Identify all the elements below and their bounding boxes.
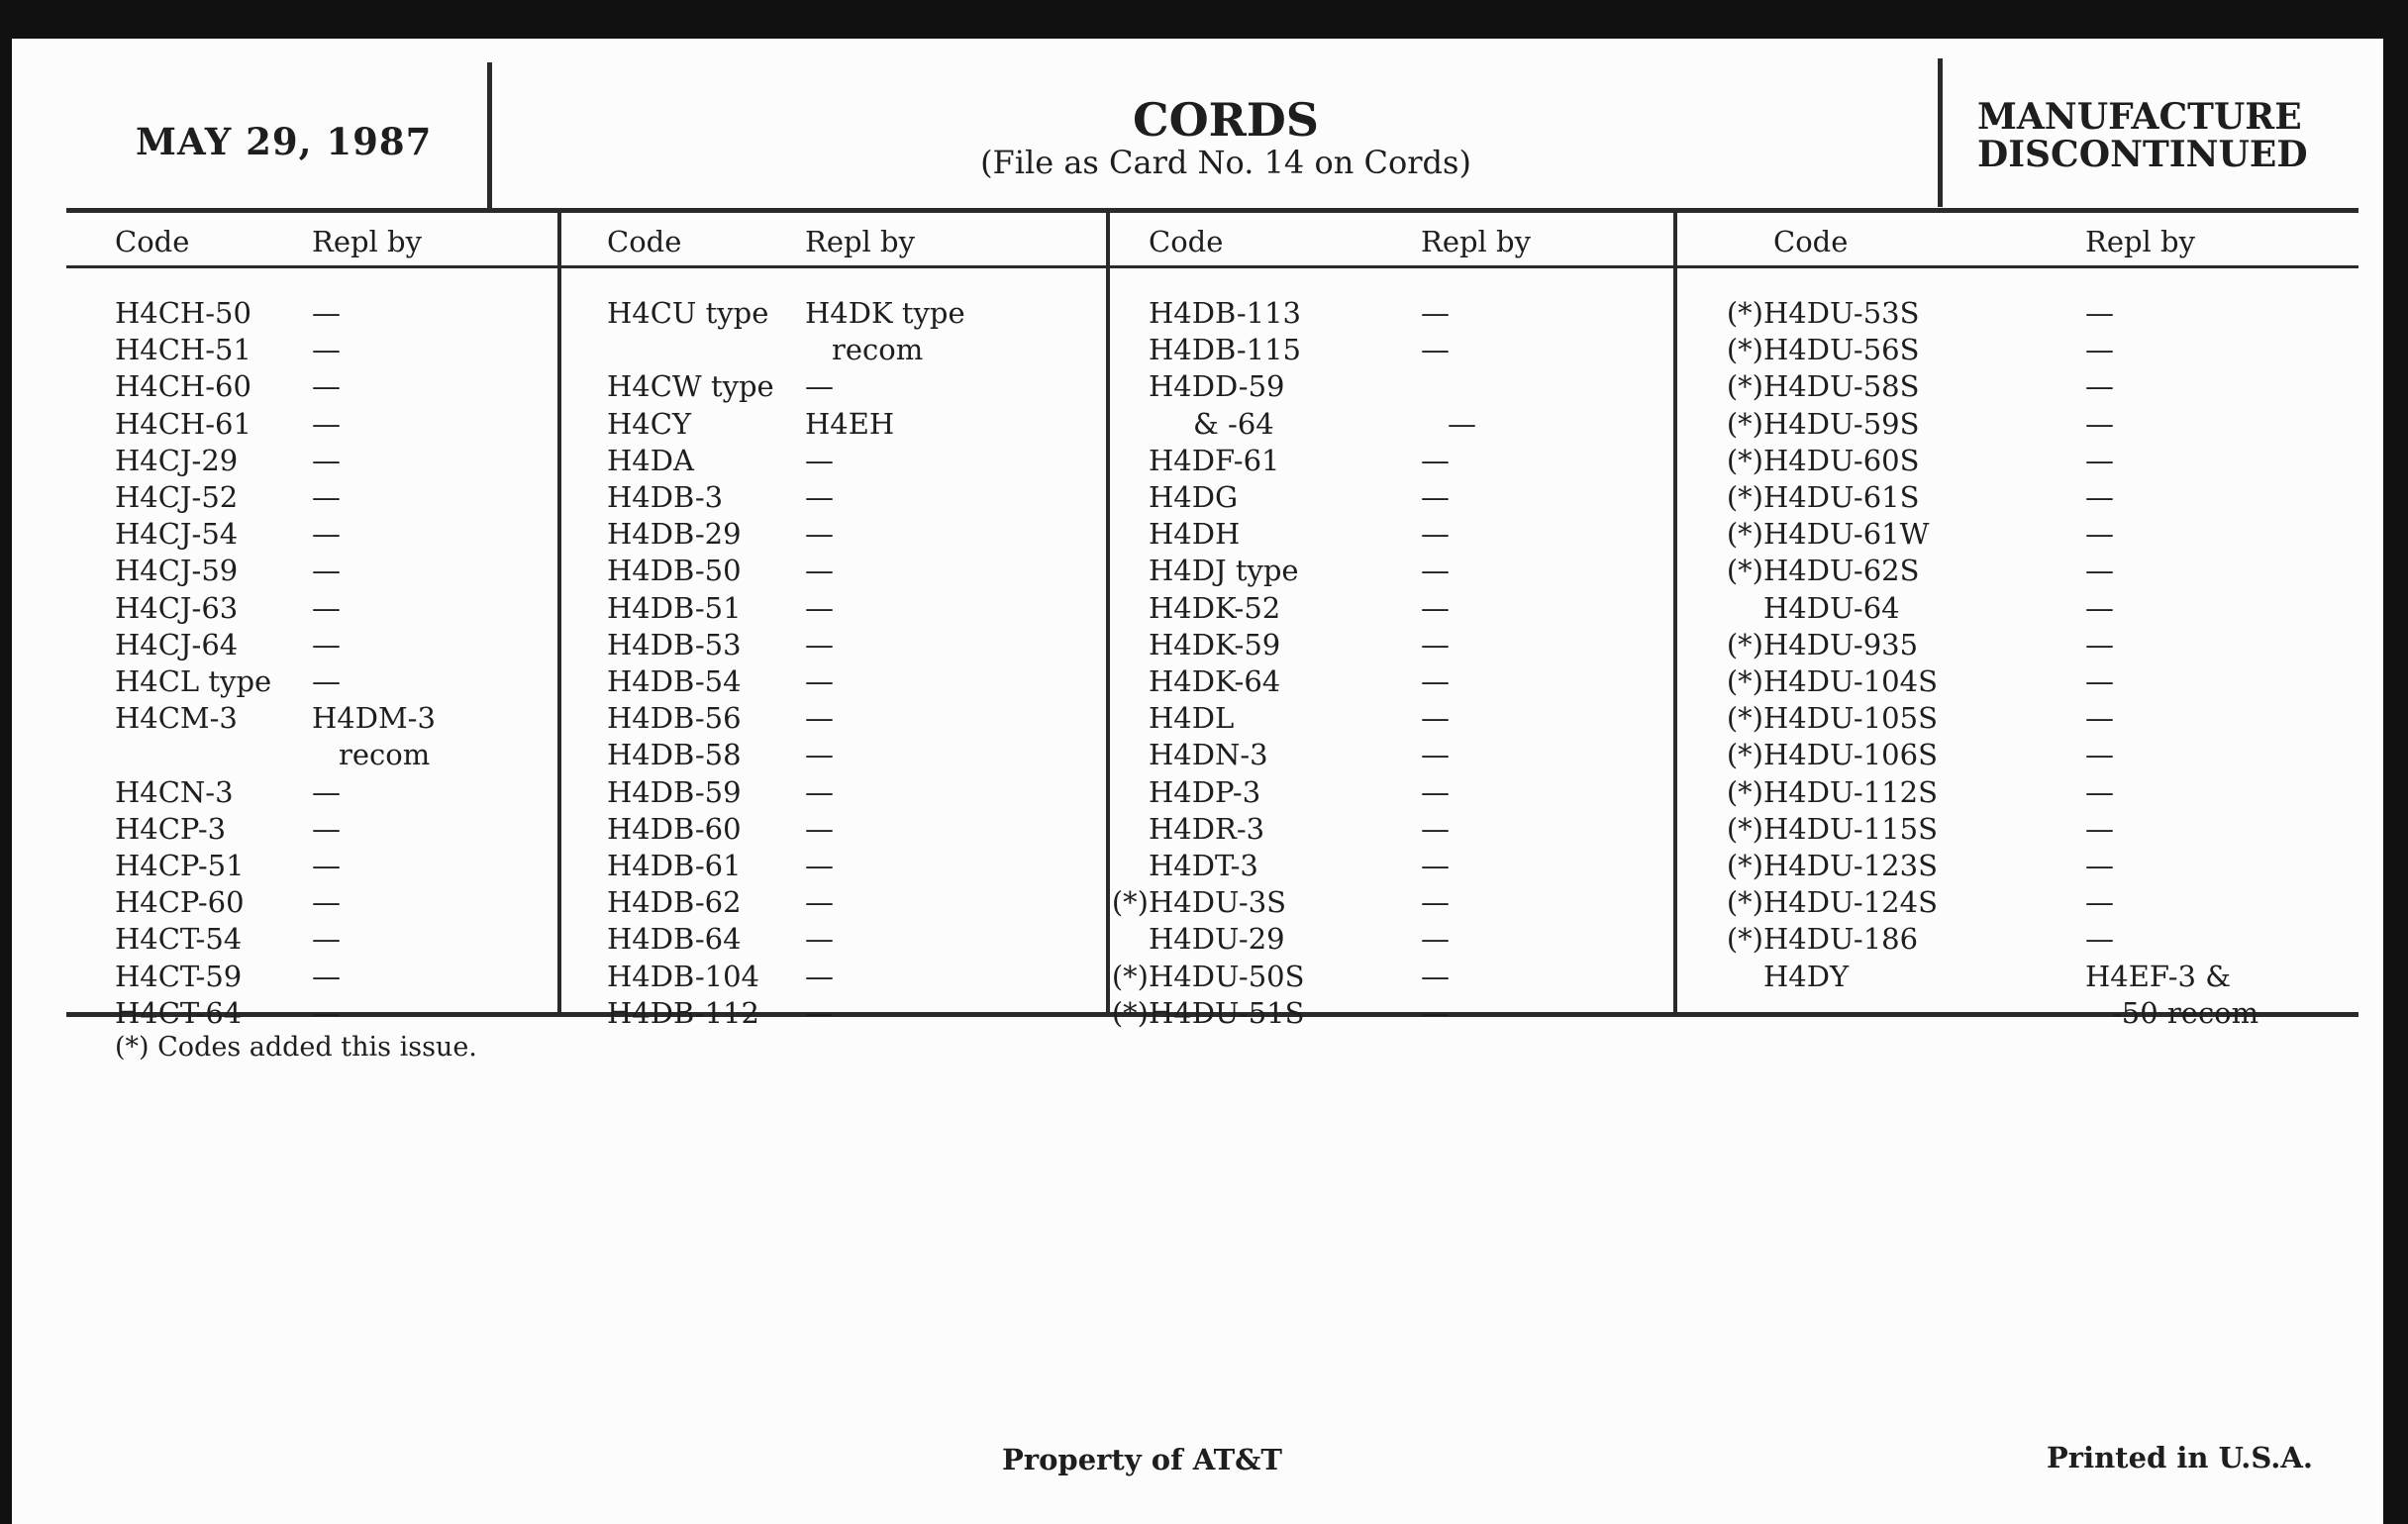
table-cell-code: H4DU-104S bbox=[1763, 664, 1938, 698]
table-cell-code: H4DB-112 bbox=[607, 995, 759, 1030]
added-marker: (*) bbox=[1726, 480, 1763, 514]
card-subtitle: (File as Card No. 14 on Cords) bbox=[980, 144, 1471, 181]
table-cell-repl: — bbox=[2085, 664, 2114, 698]
column-divider-1 bbox=[557, 210, 561, 1015]
table-cell-code: H4DB-50 bbox=[607, 554, 742, 588]
table-cell-repl: — bbox=[312, 959, 341, 993]
column-header-rule bbox=[66, 265, 2358, 268]
table-cell-code: H4DB-58 bbox=[607, 738, 742, 772]
table-cell-repl: — bbox=[805, 590, 834, 625]
header-rule bbox=[66, 208, 2358, 213]
added-marker: (*) bbox=[1726, 517, 1763, 552]
table-cell-repl: — bbox=[312, 885, 341, 920]
table-cell-code: H4CP-60 bbox=[115, 885, 245, 920]
added-marker: (*) bbox=[1726, 554, 1763, 588]
table-cell-repl: — bbox=[312, 443, 341, 477]
table-cell-repl: — bbox=[312, 849, 341, 882]
table-cell-code: H4CJ-54 bbox=[115, 517, 239, 552]
table-cell-code: H4DR-3 bbox=[1149, 811, 1265, 846]
table-cell-code: H4DU-62S bbox=[1763, 554, 1920, 588]
table-cell-repl: — bbox=[2085, 738, 2114, 772]
status-label bbox=[1977, 98, 2308, 173]
table-cell-repl: — bbox=[312, 922, 341, 957]
table-cell-code: H4CJ-63 bbox=[115, 590, 239, 625]
table-cell-repl: — bbox=[1421, 738, 1450, 772]
footer-property: Property of AT&T bbox=[1002, 1443, 1282, 1476]
table-cell-repl: H4EF-3 & bbox=[2085, 959, 2232, 993]
table-cell-repl: — bbox=[1421, 885, 1450, 920]
table-cell-code: H4DU-53S bbox=[1763, 296, 1920, 330]
table-cell-code: H4DB-53 bbox=[607, 627, 742, 661]
header-divider-left bbox=[487, 62, 492, 209]
table-cell-repl: — bbox=[1421, 959, 1450, 993]
table-cell-repl: — bbox=[1421, 811, 1450, 846]
added-marker: (*) bbox=[1726, 627, 1763, 661]
table-cell-code: H4DU-124S bbox=[1763, 885, 1938, 920]
table-cell-code: H4DU-59S bbox=[1763, 406, 1920, 441]
table-cell-code: H4DU-56S bbox=[1763, 333, 1920, 367]
table-cell-code: H4CT-59 bbox=[115, 959, 243, 993]
table-cell-repl: — bbox=[805, 959, 834, 993]
column-header-repl: Repl by bbox=[312, 225, 423, 258]
table-cell-repl: — bbox=[1421, 849, 1450, 882]
card-title: CORDS bbox=[1132, 93, 1320, 147]
added-marker: (*) bbox=[1726, 664, 1763, 698]
table-cell-repl: — bbox=[1421, 443, 1450, 477]
table-cell-repl: H4EH bbox=[805, 406, 895, 441]
table-cell-code: H4DB-3 bbox=[607, 480, 724, 514]
table-cell-repl: — bbox=[1421, 333, 1450, 367]
table-cell-repl: — bbox=[2085, 627, 2114, 661]
table-cell-code: H4DB-56 bbox=[607, 701, 742, 736]
table-cell-repl: — bbox=[805, 554, 834, 588]
table-cell-code: H4CH-50 bbox=[115, 296, 251, 330]
table-cell-code: H4CN-3 bbox=[115, 774, 234, 809]
table-cell-code: H4DU-61S bbox=[1763, 480, 1920, 514]
column-header-repl: Repl by bbox=[805, 225, 916, 258]
table-cell-code: H4DB-62 bbox=[607, 885, 742, 920]
table-cell-code: H4DU-123S bbox=[1763, 849, 1938, 882]
table-cell-code: H4CT-54 bbox=[115, 922, 243, 957]
table-cell-repl: — bbox=[312, 627, 341, 661]
table-cell-code: H4DK-59 bbox=[1149, 627, 1281, 661]
table-cell-code: H4DU-61W bbox=[1763, 517, 1930, 552]
added-marker: (*) bbox=[1726, 885, 1763, 920]
table-cell-repl: — bbox=[1421, 774, 1450, 809]
table-cell-repl: — bbox=[2085, 296, 2114, 330]
table-cell-code: H4DP-3 bbox=[1149, 774, 1261, 809]
issue-date: MAY 29, 1987 bbox=[136, 120, 433, 163]
table-cell-code: H4DU-186 bbox=[1763, 922, 1919, 957]
table-cell-code: H4DU-58S bbox=[1763, 369, 1920, 404]
table-cell-code: H4CY bbox=[607, 406, 692, 441]
table-cell-repl: — bbox=[1421, 517, 1450, 552]
table-cell-code: H4DU-64 bbox=[1763, 590, 1900, 625]
table-cell-repl: — bbox=[805, 849, 834, 882]
column-divider-3 bbox=[1673, 210, 1677, 1015]
table-cell-code: H4DF-61 bbox=[1149, 443, 1280, 477]
table-cell-code: H4CM-3 bbox=[115, 701, 238, 736]
table-cell-code: H4CW type bbox=[607, 369, 774, 404]
table-cell-repl: — bbox=[312, 590, 341, 625]
table-cell-repl: — bbox=[312, 554, 341, 588]
table-cell-code: & -64 bbox=[1193, 406, 1274, 441]
table-cell-code: H4CL type bbox=[115, 664, 272, 698]
status-line-2: DISCONTINUED bbox=[1977, 134, 2308, 175]
table-cell-repl: — bbox=[1421, 480, 1450, 514]
table-cell-code: H4CT-64 bbox=[115, 995, 243, 1030]
table-cell-repl: — bbox=[2085, 774, 2114, 809]
table-cell-code: H4DK-64 bbox=[1149, 664, 1281, 698]
table-cell-code: H4DA bbox=[607, 443, 694, 477]
added-marker: (*) bbox=[1726, 849, 1763, 882]
column-header-code: Code bbox=[607, 225, 682, 258]
table-cell-repl: — bbox=[2085, 369, 2114, 404]
table-cell-repl: — bbox=[1421, 701, 1450, 736]
table-cell-code: H4DU-60S bbox=[1763, 443, 1920, 477]
table-cell-code: H4DB-113 bbox=[1149, 296, 1301, 330]
column-header-code: Code bbox=[115, 225, 190, 258]
table-cell-repl: — bbox=[1448, 406, 1476, 441]
table-cell-code: H4CJ-64 bbox=[115, 627, 239, 661]
table-cell-repl: — bbox=[805, 922, 834, 957]
table-cell-code: H4DU-51S bbox=[1149, 995, 1305, 1030]
table-cell-repl: — bbox=[312, 664, 341, 698]
added-marker: (*) bbox=[1726, 811, 1763, 846]
table-cell-repl: — bbox=[805, 369, 834, 404]
table-cell-repl: H4DK type bbox=[805, 296, 965, 330]
table-cell-repl: — bbox=[805, 701, 834, 736]
table-cell-code: H4CU type bbox=[607, 296, 769, 330]
table-cell-code: H4DB-59 bbox=[607, 774, 742, 809]
table-cell-code: H4DU-50S bbox=[1149, 959, 1305, 993]
table-cell-code: H4DB-54 bbox=[607, 664, 742, 698]
table-cell-code: H4DU-112S bbox=[1763, 774, 1938, 809]
added-marker: (*) bbox=[1111, 995, 1149, 1030]
table-cell-repl: — bbox=[2085, 811, 2114, 846]
table-cell-repl: — bbox=[805, 480, 834, 514]
table-cell-repl: — bbox=[2085, 443, 2114, 477]
table-cell-code: H4DU-115S bbox=[1763, 811, 1938, 846]
table-cell-repl: — bbox=[1421, 922, 1450, 957]
table-cell-repl: — bbox=[312, 296, 341, 330]
added-marker: (*) bbox=[1726, 922, 1763, 957]
added-marker: (*) bbox=[1726, 738, 1763, 772]
table-cell-repl: — bbox=[312, 995, 341, 1030]
table-cell-repl: — bbox=[1421, 664, 1450, 698]
table-cell-code: H4DK-52 bbox=[1149, 590, 1281, 625]
table-cell-code: H4DB-60 bbox=[607, 811, 742, 846]
table-cell-code: H4DY bbox=[1763, 959, 1850, 993]
table-cell-repl: H4DM-3 bbox=[312, 701, 436, 736]
table-cell-repl: recom bbox=[832, 333, 924, 367]
table-cell-repl: — bbox=[2085, 406, 2114, 441]
table-cell-code: H4DB-29 bbox=[607, 517, 742, 552]
table-cell-repl: — bbox=[805, 738, 834, 772]
added-marker: (*) bbox=[1726, 406, 1763, 441]
table-cell-repl: — bbox=[1421, 554, 1450, 588]
table-cell-code: H4DH bbox=[1149, 517, 1241, 552]
status-line-1: MANUFACTURE bbox=[1977, 96, 2302, 138]
table-cell-code: H4DB-51 bbox=[607, 590, 742, 625]
table-cell-code: H4DB-104 bbox=[607, 959, 759, 993]
table-cell-code: H4DU-106S bbox=[1763, 738, 1938, 772]
table-cell-repl: — bbox=[2085, 517, 2114, 552]
table-cell-repl: — bbox=[312, 774, 341, 809]
table-cell-code: H4DB-61 bbox=[607, 849, 742, 882]
table-cell-code: H4DB-64 bbox=[607, 922, 742, 957]
table-cell-repl: — bbox=[1421, 627, 1450, 661]
table-cell-repl: — bbox=[312, 811, 341, 846]
table-cell-repl: — bbox=[805, 517, 834, 552]
table-cell-code: H4CH-61 bbox=[115, 406, 251, 441]
table-cell-repl: — bbox=[2085, 590, 2114, 625]
table-cell-repl: — bbox=[1421, 590, 1450, 625]
column-header-code: Code bbox=[1773, 225, 1849, 258]
table-cell-repl: — bbox=[312, 480, 341, 514]
table-cell-code: H4DN-3 bbox=[1149, 738, 1268, 772]
table-cell-code: H4CH-60 bbox=[115, 369, 251, 404]
table-cell-code: H4DJ type bbox=[1149, 554, 1299, 588]
table-cell-repl: — bbox=[2085, 554, 2114, 588]
table-cell-repl: — bbox=[312, 333, 341, 367]
table-cell-repl: — bbox=[805, 774, 834, 809]
table-cell-code: H4DU-3S bbox=[1149, 885, 1287, 920]
table-cell-code: H4DU-29 bbox=[1149, 922, 1285, 957]
table-cell-repl: — bbox=[805, 664, 834, 698]
table-cell-repl: — bbox=[312, 406, 341, 441]
table-cell-repl: — bbox=[312, 369, 341, 404]
table-cell-code: H4CP-51 bbox=[115, 849, 245, 882]
added-marker: (*) bbox=[1726, 774, 1763, 809]
table-cell-code: H4DT-3 bbox=[1149, 849, 1258, 882]
column-header-code: Code bbox=[1149, 225, 1224, 258]
table-cell-repl: — bbox=[805, 995, 834, 1030]
added-marker: (*) bbox=[1111, 885, 1149, 920]
table-cell-repl: — bbox=[805, 443, 834, 477]
table-cell-repl: -50 recom bbox=[2112, 995, 2259, 1030]
column-header-repl: Repl by bbox=[2085, 225, 2196, 258]
table-cell-code: H4CJ-29 bbox=[115, 443, 239, 477]
table-cell-repl: — bbox=[1421, 296, 1450, 330]
added-marker: (*) bbox=[1111, 959, 1149, 993]
table-cell-repl: — bbox=[805, 885, 834, 920]
table-cell-code: H4CH-51 bbox=[115, 333, 251, 367]
table-cell-repl: — bbox=[2085, 922, 2114, 957]
added-marker: (*) bbox=[1726, 443, 1763, 477]
table-cell-code: H4CJ-52 bbox=[115, 480, 239, 514]
table-cell-repl: — bbox=[2085, 480, 2114, 514]
table-cell-code: H4DG bbox=[1149, 480, 1239, 514]
header-divider-right bbox=[1938, 58, 1943, 207]
added-marker: (*) bbox=[1726, 369, 1763, 404]
table-cell-repl: — bbox=[2085, 885, 2114, 920]
table-cell-repl: — bbox=[805, 627, 834, 661]
table-cell-repl: — bbox=[312, 517, 341, 552]
table-cell-code: H4CJ-59 bbox=[115, 554, 239, 588]
reference-card bbox=[12, 39, 2383, 1524]
table-cell-code: H4DU-935 bbox=[1763, 627, 1919, 661]
footer-printed: Printed in U.S.A. bbox=[2047, 1441, 2313, 1474]
table-cell-repl: — bbox=[805, 811, 834, 846]
table-cell-repl: recom bbox=[339, 738, 431, 772]
table-cell-code: H4DB-115 bbox=[1149, 333, 1301, 367]
table-cell-code: H4CP-3 bbox=[115, 811, 227, 846]
table-cell-code: H4DL bbox=[1149, 701, 1235, 736]
added-marker: (*) bbox=[1726, 701, 1763, 736]
table-cell-repl: — bbox=[2085, 849, 2114, 882]
column-header-repl: Repl by bbox=[1421, 225, 1532, 258]
added-marker: (*) bbox=[1726, 296, 1763, 330]
table-cell-repl: — bbox=[1421, 995, 1450, 1030]
added-marker: (*) bbox=[1726, 333, 1763, 367]
table-cell-repl: — bbox=[2085, 701, 2114, 736]
table-cell-code: H4DD-59 bbox=[1149, 369, 1285, 404]
footnote: (*) Codes added this issue. bbox=[115, 1032, 477, 1063]
table-cell-code: H4DU-105S bbox=[1763, 701, 1938, 736]
table-cell-repl: — bbox=[2085, 333, 2114, 367]
